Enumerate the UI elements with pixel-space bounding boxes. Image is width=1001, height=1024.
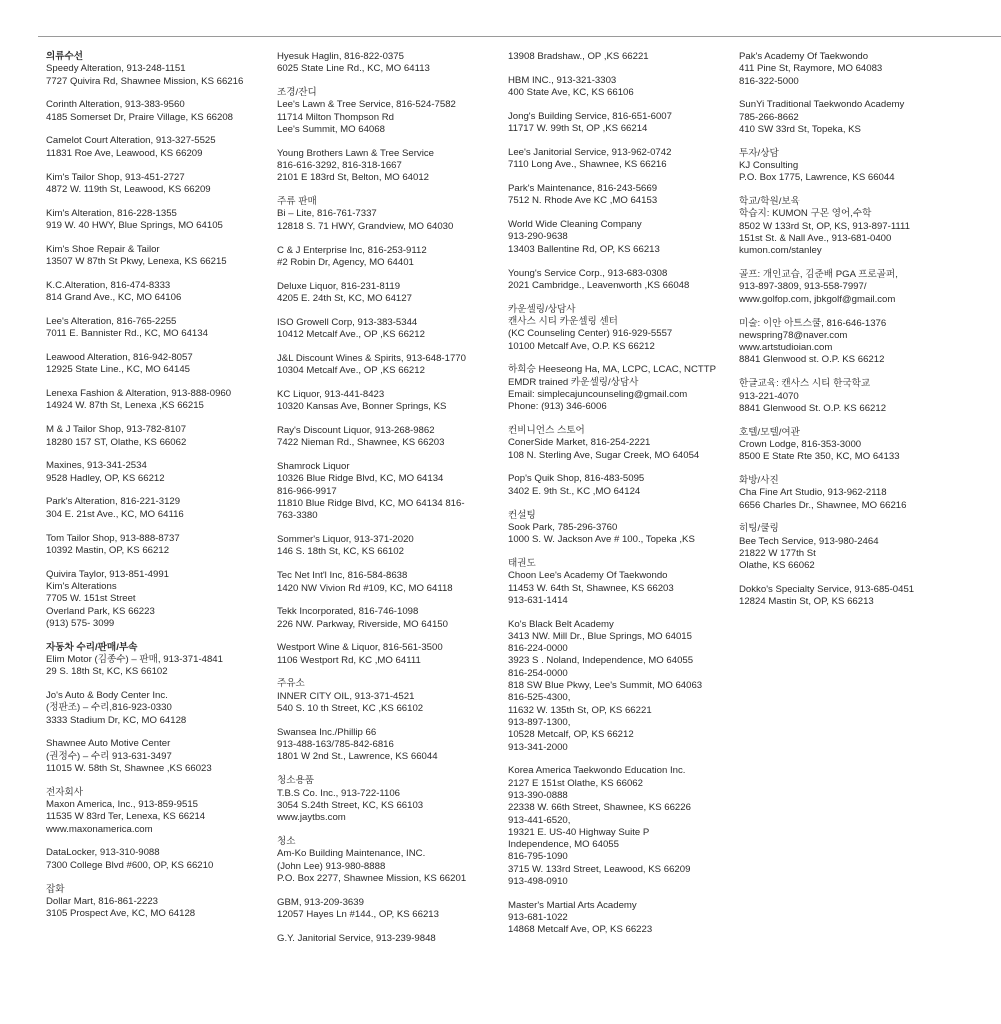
entry-line: 투자/상담	[739, 147, 779, 159]
entry-line: Leawood Alteration, 816-942-8057	[46, 352, 193, 364]
directory-entry	[46, 738, 278, 775]
directory-entry	[46, 460, 278, 485]
entry-line: ConerSide Market, 816-254-2221	[508, 437, 651, 449]
entry-line: 7110 Long Ave., Shawnee, KS 66216	[508, 159, 667, 171]
entry-line: 미술: 이안 아트스쿨, 816-646-1376	[739, 317, 887, 329]
directory-entry	[46, 690, 278, 727]
entry-line: Camelot Court Alteration, 913-327-5525	[46, 135, 216, 147]
entry-line: www.artstudioian.com	[739, 342, 833, 354]
entry-line: Korea America Taekwondo Education Inc.	[508, 765, 686, 777]
entry-line: 12824 Mastin St, OP, KS 66213	[739, 596, 874, 608]
entry-line: 7727 Quivira Rd, Shawnee Mission, KS 66216	[46, 75, 244, 87]
entry-line: newspring78@naver.com	[739, 329, 848, 341]
entry-line: HBM INC., 913-321-3303	[508, 74, 617, 86]
directory-entry	[277, 148, 509, 185]
directory-entry	[46, 135, 278, 160]
entry-line: 7011 E. Bannister Rd., KC, MO 64134	[46, 328, 208, 340]
entry-line: 10528 Metcalf, OP, KS 66212	[508, 729, 634, 741]
directory-entry	[277, 425, 509, 450]
directory-entry	[46, 280, 278, 305]
entry-line: Overland Park, KS 66223	[46, 605, 155, 617]
entry-line: (권정수) – 수리 913-631-3497	[46, 750, 172, 762]
directory-entry	[508, 268, 740, 293]
entry-line: Jo's Auto & Body Center Inc.	[46, 689, 168, 701]
entry-line: 816-616-3292, 816-318-1667	[277, 160, 402, 172]
entry-line: 11632 W. 135th St, OP, KS 66221	[508, 704, 652, 716]
entry-line: J&L Discount Wines & Spirits, 913-648-1770	[277, 352, 466, 364]
entry-line: 913-290-9638	[508, 231, 568, 243]
directory-entry	[277, 51, 509, 76]
directory-entry	[508, 558, 740, 607]
directory-entry	[508, 473, 740, 498]
entry-line: 4185 Somerset Dr, Praire Village, KS 66208	[46, 111, 234, 123]
entry-line: 13908 Bradshaw., OP ,KS 66221	[508, 51, 649, 62]
entry-line: 913-441-6520,	[508, 814, 571, 826]
entry-line: 3402 E. 9th St., KC ,MO 64124	[508, 485, 641, 497]
entry-line: 청소용품	[277, 775, 315, 787]
entry-line: 10412 Metcalf Ave., OP ,KS 66212	[277, 329, 425, 341]
entry-line: 한글교육: 캔사스 시티 한국학교	[739, 378, 871, 390]
entry-line: 전자회사	[46, 786, 84, 798]
entry-line: 8500 E State Rte 350, KC, MO 64133	[739, 451, 900, 463]
directory-entry	[277, 727, 509, 764]
directory-entry	[46, 533, 278, 558]
entry-line: 226 NW. Parkway, Riverside, MO 64150	[277, 618, 448, 630]
directory-entry	[46, 51, 278, 88]
directory-entry	[46, 642, 278, 679]
entry-line: 22338 W. 66th Street, Shawnee, KS 66226	[508, 802, 691, 814]
entry-line: K.C.Alteration, 816-474-8333	[46, 279, 171, 291]
entry-line: 10304 Metcalf Ave., OP ,KS 66212	[277, 365, 425, 377]
entry-line: Choon Lee's Academy Of Taekwondo	[508, 570, 668, 582]
entry-line: Young Brothers Lawn & Tree Service	[277, 147, 434, 159]
directory-entry	[739, 584, 971, 609]
entry-line: 1000 S. W. Jackson Ave # 100., Topeka ,KS	[508, 534, 695, 546]
entry-line: kumon.com/stanley	[739, 245, 822, 257]
category-heading: 자동차 수리/판매/부속	[46, 641, 138, 653]
entry-line: 1801 W 2nd St., Lawrence, KS 66044	[277, 751, 438, 763]
directory-entry	[46, 569, 278, 630]
entry-line: Jong's Building Service, 816-651-6007	[508, 110, 672, 122]
directory-entry	[46, 424, 278, 449]
entry-line: 4872 W. 119th St, Leawood, KS 66209	[46, 183, 211, 195]
entry-line: Bee Tech Service, 913-980-2464	[739, 535, 879, 547]
entry-line: (John Lee) 913-980-8888	[277, 860, 386, 872]
entry-line: www.maxonamerica.com	[46, 823, 153, 835]
directory-entry	[508, 183, 740, 208]
entry-line: Dokko's Specialty Service, 913-685-0451	[739, 584, 915, 596]
directory-column-2	[277, 51, 509, 957]
entry-line: 304 E. 21st Ave., KC, MO 64116	[46, 508, 184, 520]
entry-line: 11714 Milton Thompson Rd	[277, 111, 394, 123]
entry-line: 6656 Charles Dr., Shawnee, MO 66216	[739, 499, 907, 511]
entry-line: 6025 State Line Rd., KC, MO 64113	[277, 63, 430, 75]
entry-line: 913-341-2000	[508, 741, 568, 753]
directory-entry	[508, 364, 740, 413]
directory-entry	[277, 642, 509, 667]
directory-entry	[277, 317, 509, 342]
entry-line: SunYi Traditional Taekwondo Academy	[739, 99, 905, 111]
entry-line: 763-3380	[277, 510, 318, 522]
entry-line: Elim Motor (김종수) – 판매, 913-371-4841	[46, 653, 223, 665]
directory-entry	[277, 775, 509, 824]
entry-line: 10326 Blue Ridge Blvd, KC, MO 64134	[277, 473, 444, 485]
entry-line: 11810 Blue Ridge Blvd, KC, MO 64134 816-	[277, 498, 465, 510]
directory-entry	[508, 425, 740, 462]
entry-line: 8841 Glenwood St. O.P. KS 66212	[739, 402, 887, 414]
entry-line: Tom Tailor Shop, 913-888-8737	[46, 532, 180, 544]
entry-line: 하희승 Heeseong Ha, MA, LCPC, LCAC, NCTTP	[508, 364, 717, 376]
entry-line: 11453 W. 64th St, Shawnee, KS 66203	[508, 582, 674, 594]
entry-line: Kim's Tailor Shop, 913-451-2727	[46, 171, 185, 183]
entry-line: Am-Ko Building Maintenance, INC.	[277, 848, 426, 860]
entry-line: Lee's Summit, MO 64068	[277, 123, 385, 135]
entry-line: Sook Park, 785-296-3760	[508, 521, 618, 533]
directory-entry	[277, 534, 509, 559]
directory-entry	[277, 606, 509, 631]
entry-line: 주유소	[277, 678, 305, 690]
entry-line: Maxines, 913-341-2534	[46, 460, 147, 472]
directory-entry	[277, 836, 509, 885]
entry-line: 913-390-0888	[508, 789, 568, 801]
entry-line: (KC Counseling Center) 916-929-5557	[508, 328, 673, 340]
entry-line: 7705 W. 151st Street	[46, 593, 136, 605]
entry-line: 816-322-5000	[739, 75, 799, 87]
entry-line: Ko's Black Belt Academy	[508, 618, 614, 630]
entry-line: World Wide Cleaning Company	[508, 219, 642, 231]
entry-line: 816-525-4300,	[508, 692, 571, 704]
entry-line: Pak's Academy Of Taekwondo	[739, 51, 869, 62]
directory-entry	[46, 99, 278, 124]
entry-line: 108 N. Sterling Ave, Sugar Creek, MO 64054	[508, 449, 700, 461]
entry-line: 골프: 개인교습, 김준배 PGA 프로골퍼,	[739, 269, 898, 281]
entry-line: 11717 W. 99th St, OP ,KS 66214	[508, 123, 648, 135]
entry-line: 학교/학원/보육	[739, 196, 800, 208]
category-heading: 의류수선	[46, 51, 84, 62]
directory-entry	[739, 523, 971, 572]
directory-column-3	[508, 51, 740, 948]
directory-entry	[739, 378, 971, 415]
entry-line: 785-266-8662	[739, 111, 799, 123]
entry-line: Tec Net Int'l Inc, 816-584-8638	[277, 570, 408, 582]
directory-entry	[277, 461, 509, 522]
directory-entry	[46, 208, 278, 233]
entry-line: Kim's Alterations	[46, 580, 117, 592]
directory-entry	[739, 475, 971, 512]
entry-line: 816-795-1090	[508, 851, 568, 863]
directory-entry	[46, 496, 278, 521]
entry-line: Lee's Lawn & Tree Service, 816-524-7582	[277, 99, 456, 111]
entry-line: 7512 N. Rhode Ave KC ,MO 64153	[508, 195, 658, 207]
entry-line: P.O. Box 2277, Shawnee Mission, KS 66201	[277, 872, 467, 884]
entry-line: Lee's Alteration, 816-765-2255	[46, 315, 177, 327]
entry-line: 캔사스 시티 카운셀링 센터	[508, 315, 618, 327]
entry-line: 3054 S.24th Street, KC, KS 66103	[277, 799, 424, 811]
entry-line: 1106 Westport Rd, KC ,MO 64111	[277, 654, 421, 666]
directory-column-1	[46, 51, 278, 932]
entry-line: 816-966-9917	[277, 485, 337, 497]
entry-line: Hyesuk Haglin, 816-822-0375	[277, 51, 404, 62]
entry-line: Corinth Alteration, 913-383-9560	[46, 99, 185, 111]
entry-line: GBM, 913-209-3639	[277, 896, 364, 908]
entry-line: 19321 E. US-40 Highway Suite P	[508, 826, 650, 838]
entry-line: 913-897-3809, 913-558-7997/	[739, 281, 867, 293]
entry-line: Pop's Quik Shop, 816-483-5095	[508, 473, 645, 485]
directory-entry	[277, 245, 509, 270]
entry-line: Kim's Alteration, 816-228-1355	[46, 207, 177, 219]
entry-line: Speedy Alteration, 913-248-1151	[46, 63, 186, 75]
entry-line: Kim's Shoe Repair & Tailor	[46, 243, 160, 255]
directory-entry	[739, 51, 971, 88]
entry-line: 400 State Ave, KC, KS 66106	[508, 87, 634, 99]
entry-line: 13403 Ballentine Rd, OP, KS 66213	[508, 243, 660, 255]
top-rule	[38, 36, 1001, 37]
entry-line: Ray's Discount Liquor, 913-268-9862	[277, 425, 435, 437]
directory-entry	[46, 172, 278, 197]
directory-entry	[508, 304, 740, 353]
entry-line: 11015 W. 58th St, Shawnee ,KS 66023	[46, 762, 212, 774]
directory-entry	[277, 196, 509, 233]
entry-line: 919 W. 40 HWY, Blue Springs, MO 64105	[46, 219, 223, 231]
entry-line: 21822 W 177th St	[739, 548, 816, 559]
entry-line: 913-631-1414	[508, 594, 568, 606]
directory-entry	[277, 389, 509, 414]
entry-line: 호텔/모텔/여관	[739, 426, 800, 438]
entry-line: Maxon America, Inc., 913-859-9515	[46, 799, 198, 811]
entry-line: 학습지: KUMON 구몬 영어,수학	[739, 208, 872, 220]
directory-entry	[739, 196, 971, 257]
entry-line: Westport Wine & Liquor, 816-561-3500	[277, 642, 443, 654]
entry-line: Young's Service Corp., 913-683-0308	[508, 267, 668, 279]
directory-entry	[508, 510, 740, 547]
entry-line: Bi – Lite, 816-761-7337	[277, 208, 377, 220]
entry-line: 주류 판매	[277, 196, 317, 208]
entry-line: 12818 S. 71 HWY, Grandview, MO 64030	[277, 220, 454, 232]
entry-line: DataLocker, 913-310-9088	[46, 847, 160, 859]
entry-line: 컨비니언스 스토어	[508, 425, 585, 437]
directory-column-4	[739, 51, 971, 620]
directory-entry	[739, 99, 971, 136]
entry-line: #2 Robin Dr, Agency, MO 64401	[277, 256, 414, 268]
entry-line: (정판조) – 수리,816-923-0330	[46, 702, 172, 714]
entry-line: 11831 Roe Ave, Leawood, KS 66209	[46, 147, 203, 159]
entry-line: 조경/잔디	[277, 87, 317, 99]
entry-line: (913) 575- 3099	[46, 617, 115, 629]
entry-line: 3105 Prospect Ave, KC, MO 64128	[46, 908, 196, 920]
directory-entry	[508, 219, 740, 256]
directory-entry	[508, 75, 740, 100]
entry-line: Shawnee Auto Motive Center	[46, 738, 171, 750]
directory-entry	[739, 148, 971, 185]
directory-entry	[277, 933, 509, 945]
entry-line: 4205 E. 24th St, KC, MO 64127	[277, 292, 412, 304]
entry-line: Deluxe Liquor, 816-231-8119	[277, 280, 401, 292]
entry-line: 151st St. & Nall Ave., 913-681-0400	[739, 233, 892, 245]
entry-line: 13507 W 87th St Pkwy, Lenexa, KS 66215	[46, 256, 227, 268]
directory-entry	[508, 147, 740, 172]
entry-line: 146 S. 18th St, KC, KS 66102	[277, 546, 404, 558]
entry-line: 814 Grand Ave., KC, MO 64106	[46, 292, 182, 304]
entry-line: INNER CITY OIL, 913-371-4521	[277, 690, 415, 702]
entry-line: 7422 Nieman Rd., Shawnee, KS 66203	[277, 437, 445, 449]
entry-line: 3715 W. 133rd Street, Leawood, KS 66209	[508, 863, 691, 875]
entry-line: Swansea Inc./Phillip 66	[277, 726, 377, 738]
entry-line: Dollar Mart, 816-861-2223	[46, 895, 158, 907]
directory-entry	[739, 269, 971, 306]
entry-line: 29 S. 18th St, KC, KS 66102	[46, 666, 168, 678]
entry-line: Independence, MO 64055	[508, 839, 619, 851]
entry-line: 913-221-4070	[739, 390, 799, 402]
entry-line: 10100 Metcalf Ave, O.P. KS 66212	[508, 340, 655, 352]
entry-line: 10320 Kansas Ave, Bonner Springs, KS	[277, 401, 447, 413]
entry-line: Sommer's Liquor, 913-371-2020	[277, 534, 414, 546]
entry-line: 14868 Metcalf Ave, OP, KS 66223	[508, 924, 653, 936]
directory-entry	[508, 765, 740, 888]
entry-line: 11535 W 83rd Ter, Lenexa, KS 66214	[46, 811, 206, 823]
directory-entry	[739, 318, 971, 367]
directory-entry	[277, 87, 509, 136]
entry-line: Lee's Janitorial Service, 913-962-0742	[508, 146, 672, 158]
entry-line: Cha Fine Art Studio, 913-962-2118	[739, 487, 887, 499]
directory-entry	[277, 281, 509, 306]
entry-line: 9528 Hadley, OP, KS 66212	[46, 472, 165, 484]
entry-line: KJ Consulting	[739, 160, 799, 172]
entry-line: ISO Growell Corp, 913-383-5344	[277, 316, 418, 328]
entry-line: T.B.S Co. Inc., 913-722-1106	[277, 787, 401, 799]
directory-entry	[508, 111, 740, 136]
entry-line: 816-224-0000	[508, 643, 568, 655]
directory-entry	[508, 619, 740, 754]
directory-entry	[46, 884, 278, 921]
entry-line: Park's Maintenance, 816-243-5669	[508, 183, 658, 195]
entry-line: 2127 E 151st Olathe, KS 66062	[508, 777, 643, 789]
entry-line: 태권도	[508, 557, 536, 569]
entry-line: Tekk Incorporated, 816-746-1098	[277, 606, 419, 618]
entry-line: 3923 S . Noland, Independence, MO 64055	[508, 655, 694, 667]
entry-line: M & J Tailor Shop, 913-782-8107	[46, 424, 187, 436]
entry-line: 화방/사진	[739, 475, 779, 487]
entry-line: EMDR trained 카운셀링/상담사	[508, 376, 639, 388]
entry-line: 7300 College Blvd #600, OP, KS 66210	[46, 859, 214, 871]
entry-line: 12057 Hayes Ln #144., OP, KS 66213	[277, 908, 439, 920]
entry-line: 2021 Cambridge., Leavenworth ,KS 66048	[508, 279, 690, 291]
entry-line: Email: simplecajuncounseling@gmail.com	[508, 388, 688, 400]
entry-line: 913-897-1300,	[508, 716, 571, 728]
entry-line: 913-498-0910	[508, 876, 568, 888]
entry-line: 410 SW 33rd St, Topeka, KS	[739, 123, 861, 135]
directory-entry	[739, 427, 971, 464]
entry-line: 913-488-163/785-842-6816	[277, 739, 394, 751]
entry-line: 8841 Glenwood st. O.P. KS 66212	[739, 354, 885, 366]
entry-line: 816-254-0000	[508, 667, 568, 679]
entry-line: Lenexa Fashion & Alteration, 913-888-0960	[46, 388, 232, 400]
directory-entry	[277, 897, 509, 922]
entry-line: Olathe, KS 66062	[739, 560, 815, 572]
entry-line: 2101 E 183rd St, Belton, MO 64012	[277, 172, 430, 184]
directory-entry	[508, 900, 740, 937]
entry-line: 카운셀링/상담사	[508, 303, 576, 315]
directory-entry	[508, 51, 740, 63]
entry-line: 청소	[277, 835, 296, 847]
entry-line: Quivira Taylor, 913-851-4991	[46, 568, 170, 580]
entry-line: 컨설팅	[508, 509, 536, 521]
directory-entry	[277, 678, 509, 715]
entry-line: 12925 State Line., KC, MO 64145	[46, 364, 190, 376]
directory-entry	[46, 388, 278, 413]
entry-line: Phone: (913) 346-6006	[508, 401, 607, 413]
directory-entry	[46, 352, 278, 377]
entry-line: 히팅/쿨링	[739, 523, 779, 535]
entry-line: 잡화	[46, 883, 65, 895]
entry-line: 10392 Mastin, OP, KS 66212	[46, 544, 170, 556]
entry-line: Park's Alteration, 816-221-3129	[46, 496, 181, 508]
directory-entry	[46, 316, 278, 341]
entry-line: 3413 NW. Mill Dr., Blue Springs, MO 64015	[508, 630, 692, 642]
entry-line: Master's Martial Arts Academy	[508, 899, 637, 911]
entry-line: 913-681-1022	[508, 912, 568, 924]
entry-line: 540 S. 10 th Street, KC ,KS 66102	[277, 703, 424, 715]
entry-line: 818 SW Blue Pkwy, Lee's Summit, MO 64063	[508, 680, 703, 692]
entry-line: KC Liquor, 913-441-8423	[277, 388, 385, 400]
entry-line: 8502 W 133rd St, OP, KS, 913-897-1111	[739, 220, 911, 232]
directory-entry	[46, 787, 278, 836]
directory-entry	[277, 570, 509, 595]
directory-entry	[46, 244, 278, 269]
entry-line: P.O. Box 1775, Lawrence, KS 66044	[739, 172, 895, 184]
entry-line: Shamrock Liquor	[277, 461, 350, 473]
entry-line: www.golfop.com, jbkgolf@gmail.com	[739, 293, 896, 305]
entry-line: Crown Lodge, 816-353-3000	[739, 438, 862, 450]
entry-line: 3333 Stadium Dr, KC, MO 64128	[46, 714, 187, 726]
entry-line: 14924 W. 87th St, Lenexa ,KS 66215	[46, 400, 204, 412]
entry-line: 411 Pine St, Raymore, MO 64083	[739, 63, 883, 75]
entry-line: 18280 157 ST, Olathe, KS 66062	[46, 436, 187, 448]
entry-line: C & J Enterprise Inc, 816-253-9112	[277, 244, 427, 256]
entry-line: 1420 NW Vivion Rd #109, KC, MO 64118	[277, 582, 453, 594]
directory-entry	[46, 847, 278, 872]
entry-line: www.jaytbs.com	[277, 812, 346, 824]
entry-line: G.Y. Janitorial Service, 913-239-9848	[277, 932, 436, 944]
directory-entry	[277, 353, 509, 378]
